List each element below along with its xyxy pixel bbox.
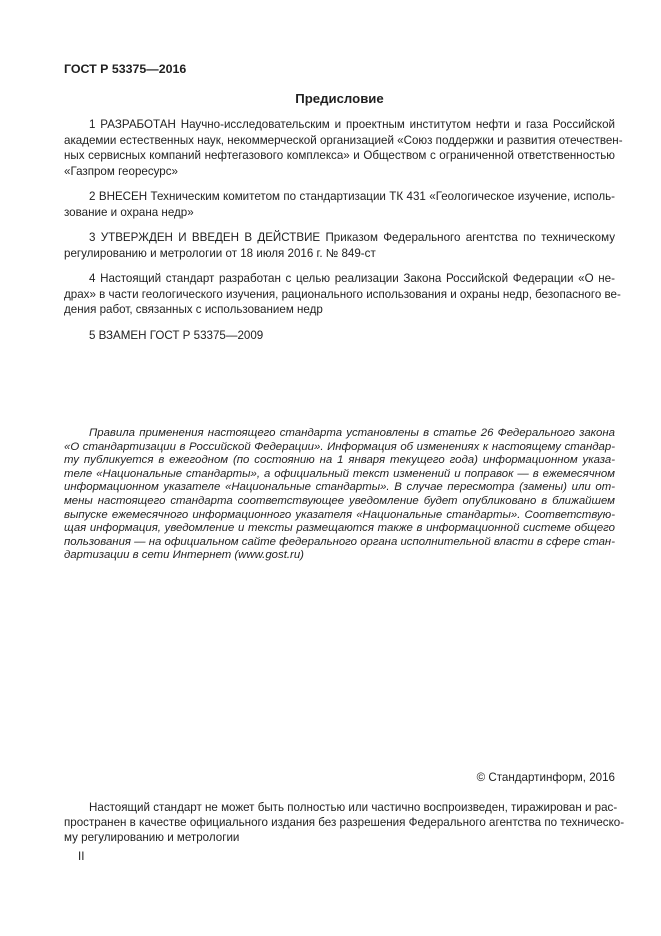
text-line: Настоящий стандарт не может быть полностью или частично воспроизведен, тиражирован и рас- bbox=[89, 800, 618, 814]
text-line: регулированию и метрологии от 18 июля 2016 г. № 849-ст bbox=[64, 246, 376, 260]
foreword-item-5 bbox=[64, 328, 615, 344]
foreword-item-1 bbox=[64, 117, 623, 179]
text-line: пространен в качестве официального издания без разрешения Федерального агентства по техническо- bbox=[64, 816, 625, 830]
text-line: дения работ, связанных с использованием недр bbox=[64, 303, 323, 316]
text-line: 4 Настоящий стандарт разработан с целью реализации Закона Российской Федерации «О не- bbox=[89, 272, 615, 285]
text-line: 1 РАЗРАБОТАН Научно-исследовательским и проектным институтом нефти и газа Российской bbox=[89, 118, 615, 131]
text-line: дартизации в сети Интернет (www.gost.ru) bbox=[64, 549, 304, 562]
text-line: информационном указателе «Национальные стандарты». В случае пересмотра (замены) или от- bbox=[64, 481, 615, 494]
text-line: ных сервисных компаний нефтегазового комплекса» и Обществом с ограниченной ответственностью bbox=[64, 149, 615, 162]
text-line: ту публикуется в ежегодном (по состоянию на 1 января текущего года) информационном указа- bbox=[64, 454, 615, 467]
text-line: мены настоящего стандарта соответствующее уведомление будет опубликовано в ближайшем bbox=[64, 494, 615, 507]
text-line: драх» в части геологического изучения, рационального использования и охраны недр, безопасного ве- bbox=[64, 287, 621, 301]
doc-code: ГОСТ Р 53375—2016 bbox=[64, 62, 187, 76]
text-line: му регулированию и метрологии bbox=[64, 831, 240, 845]
text-line: «Газпром георесурс» bbox=[64, 164, 178, 178]
reproduction-restriction-note bbox=[64, 800, 625, 846]
text-line: академии естественных наук, некоммерческой организацией «Союз поддержки и развития отечествен- bbox=[64, 133, 623, 147]
text-line: пользования — на официальном сайте федерального органа исполнительной власти в сфере стан- bbox=[64, 535, 615, 548]
standard-application-rules-note bbox=[64, 427, 615, 563]
text-line: зование и охрана недр» bbox=[64, 205, 194, 219]
text-line: 3 УТВЕРЖДЕН И ВВЕДЕН В ДЕЙСТВИЕ Приказом Федерального агентства по техническому bbox=[89, 231, 615, 244]
text-line: 2 ВНЕСЕН Техническим комитетом по стандартизации ТК 431 «Геологическое изучение, исполь- bbox=[89, 190, 615, 203]
page-number: II bbox=[78, 849, 85, 863]
foreword-item-3 bbox=[64, 230, 615, 261]
page-title: Предисловие bbox=[295, 91, 384, 106]
text-line: щая информация, уведомление и тексты размещаются также в информационной системе общего bbox=[64, 522, 615, 535]
foreword-item-2 bbox=[64, 189, 615, 220]
text-line: теле «Национальные стандарты», а официальный текст изменений и поправок — в ежемесячном bbox=[64, 467, 615, 480]
text-line: выпуске ежемесячного информационного указателя «Национальные стандарты». Соответствую- bbox=[64, 508, 615, 521]
copyright-line: © Стандартинформ, 2016 bbox=[476, 770, 615, 784]
foreword-item-4 bbox=[64, 271, 621, 318]
text-line: 5 ВЗАМЕН ГОСТ Р 53375—2009 bbox=[89, 328, 264, 342]
text-line: Правила применения настоящего стандарта установлены в статье 26 Федерального закона bbox=[89, 427, 615, 439]
text-line: «О стандартизации в Российской Федерации». Информация об изменениях к настоящему стандар- bbox=[64, 440, 615, 453]
